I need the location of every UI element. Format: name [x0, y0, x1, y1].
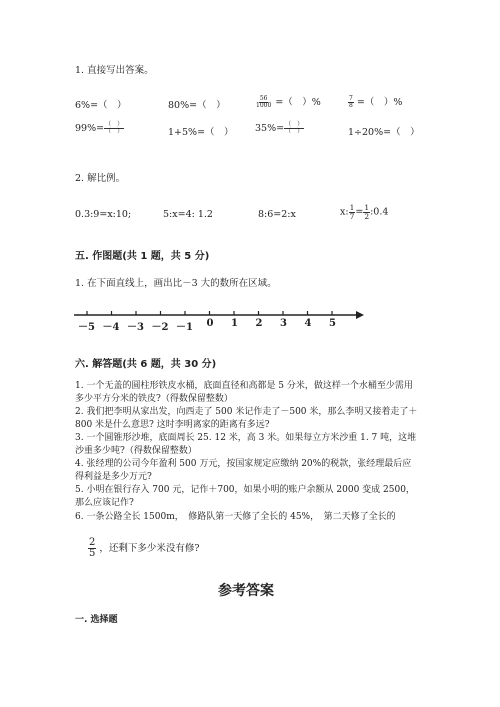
section5-heading: 五. 作图题(共 1 题，共 5 分): [75, 251, 210, 262]
answers-subheading: 一. 选择题: [75, 615, 118, 625]
q1-item-1: 6%=（ ）: [75, 100, 127, 111]
number-line-label: 4: [304, 318, 312, 329]
q2-item-1: 0.3:9=x:10;: [75, 209, 132, 220]
q1-item-6: 1+5%=（ ）: [168, 127, 234, 138]
number-line-label: －3: [127, 322, 144, 333]
q2-item-3: 8:6=2:x: [258, 209, 296, 220]
fraction: $\frac{7}{8}$: [349, 95, 353, 109]
fraction: $\frac{( )}{( )}$: [285, 121, 304, 135]
arrow-icon: [356, 311, 364, 319]
q1-item-5: 99%= $\frac{( )}{( )}$: [75, 121, 124, 135]
question-4: 4. 张经理的公司今年盈利 500 万元，按国家规定应缴纳 20%的税款，张经理最后应得利益是多少万元?: [75, 459, 412, 482]
q2-item-4: x: $\frac{1}{7}$ = $\frac{1}{2}$ :0.4: [340, 203, 389, 221]
q1-item-8: 1÷20%=（ ）: [348, 127, 420, 138]
question-5: 5. 小明在银行存入 700 元，记作＋700，如果小明的账户余额从 2000 变成 2500，那么应该记作?: [75, 485, 415, 508]
q1-item-2: 80%=（ ）: [168, 100, 226, 111]
number-line-label: －1: [176, 322, 193, 333]
answers-title: 参考答案: [218, 583, 274, 599]
number-line-label: 5: [329, 318, 336, 329]
number-line-label: 3: [280, 318, 287, 329]
number-line-label: 2: [255, 318, 263, 329]
question-6-tail: $\frac{2}{5}$ ，还剩下多少米没有修?: [89, 537, 200, 559]
number-line-label: －2: [151, 322, 169, 333]
number-line-label: －5: [78, 322, 95, 333]
section2-heading: 2. 解比例。: [75, 173, 126, 184]
fraction: $\frac{( )}{( )}$: [105, 121, 124, 135]
fraction: $\frac{2}{5}$: [89, 537, 96, 559]
section6-heading: 六. 解答题(共 6 题，共 30 分): [75, 359, 217, 370]
question-2: 2. 我们把李明从家出发，向西走了 500 米记作走了－500 米，那么李明又接着走了＋800 米是什么意思? 这时李明离家的距离有多远?: [75, 407, 418, 430]
number-line-label: 1: [231, 318, 238, 329]
section1-heading: 1. 直接写出答案。: [75, 65, 154, 76]
fraction: $\frac{1}{7}$: [349, 203, 355, 221]
q1-item-4: $\frac{7}{8}$ =（ ）%: [349, 95, 403, 109]
fraction: $\frac{1}{2}$: [364, 203, 370, 221]
q1-item-7: 35%= $\frac{( )}{( )}$: [255, 121, 304, 135]
number-line-label: 0: [206, 318, 214, 329]
section5-question: 1. 在下面直线上，画出比－3 大的数所在区域。: [75, 278, 277, 289]
q1-item-3: $\frac{56}{1000}$ =（ ）%: [256, 95, 321, 109]
question-3: 3. 一个圆锥形沙堆，底面周长 25. 12 米，高 3 米。如果每立方米沙重 1. 7 吨，这堆沙重多少吨?（得数保留整数）: [75, 433, 417, 456]
q2-item-2: 5:x=4: 1.2: [163, 209, 213, 220]
question-6: 6. 一条公路全长 1500m， 修路队第一天修了全长的 45%， 第二天修了全长的: [75, 512, 396, 522]
question-1: 1. 一个无盖的圆柱形铁皮水桶，底面直径和高都是 5 分米，做这样一个水桶至少需用多少平方分米的铁皮?（得数保留整数）: [75, 381, 413, 404]
fraction: $\frac{56}{1000}$: [256, 95, 272, 109]
number-line-label: －4: [102, 322, 120, 333]
